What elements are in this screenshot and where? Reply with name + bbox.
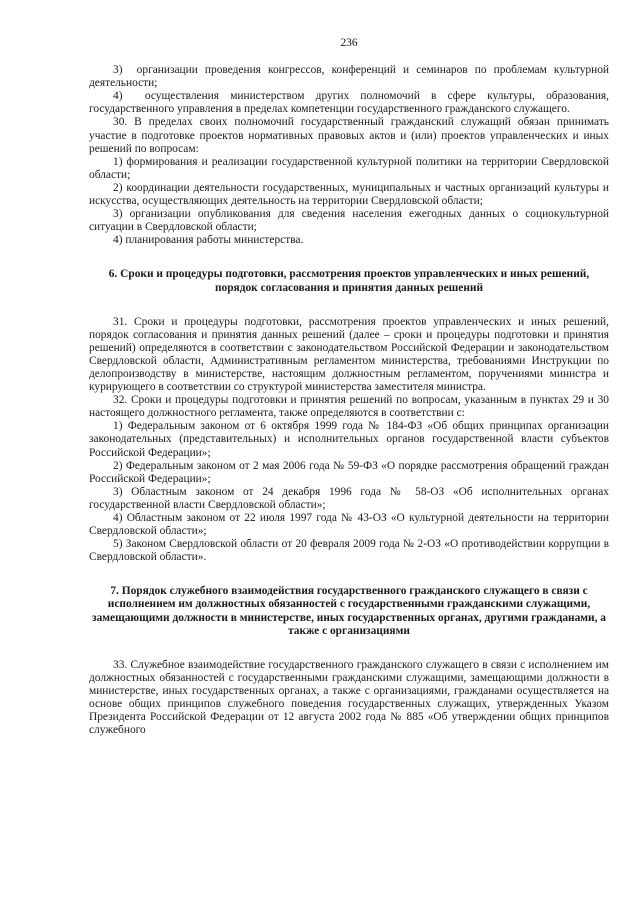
section-7-heading: 7. Порядок служебного взаимодействия государственного гражданского служащего в связи с исполнением им должностных обязанностей с государственными гражданскими служащими, замещающими должности в министерстве, иных государственных органах, другими гражданами, а также с организациями xyxy=(92,585,606,637)
paragraph: 3) организации опубликования для сведения населения ежегодных данных о социокультурной ситуации в Свердловской области; xyxy=(89,208,609,234)
paragraph: 4) осуществления министерством других полномочий в сфере культуры, образования, государственного управления в пределах компетенции государственного гражданского служащего. xyxy=(89,90,609,116)
paragraph: 32. Сроки и процедуры подготовки и принятия решений по вопросам, указанным в пунктах 29 и 30 настоящего должностного регламента, также определяются в соответствии с: xyxy=(89,394,609,420)
section-6-heading: 6. Сроки и процедуры подготовки, рассмотрения проектов управленческих и иных решений, порядок согласования и принятия данных решений xyxy=(108,268,590,294)
paragraph: 5) Законом Свердловской области от 20 февраля 2009 года № 2-ОЗ «О противодействии коррупции в Свердловской области». xyxy=(89,538,609,564)
section-7-body xyxy=(89,659,609,738)
paragraph: 1) формирования и реализации государственной культурной политики на территории Свердловской области; xyxy=(89,155,609,181)
paragraph: 2) координации деятельности государственных, муниципальных и частных организаций культуры и искусства, осуществляющих деятельность на территории Свердловской области; xyxy=(89,181,609,208)
paragraph: 31. Сроки и процедуры подготовки, рассмотрения проектов управленческих и иных решений, порядок согласования и принятия данных решений (далее – сроки и процедуры подготовки и принятия решений) определяются в соответствии с законодательством Российской Федерации и законодательством Свердловской области, Административным регламентом министерства, требованиями Инструкции по делопроизводству в министерстве, настоящим должностным регламентом, поручениями министра и курирующего в соответствии со структурой министерства заместителя министра. xyxy=(89,315,609,394)
paragraph: 2) Федеральным законом от 2 мая 2006 года № 59-ФЗ «О порядке рассмотрения обращений граждан Российской Федерации»; xyxy=(89,459,609,485)
paragraph: 3) организации проведения конгрессов, конференций и семинаров по проблемам культурной деятельности; xyxy=(89,64,609,90)
top-items xyxy=(89,64,609,247)
paragraph: 33. Служебное взаимодействие государственного гражданского служащего в связи с исполнением им должностных обязанностей с государственными гражданскими служащими, замещающими должности в министерстве, иных государственных органах, а также с организациями, гражданами осуществляется на основе общих принципов служебного поведения государственных служащих, утвержденных Указом Президента Российской Федерации от 12 августа 2002 года № 885 «Об утверждении общих принципов служебного xyxy=(89,658,609,737)
section-6-body xyxy=(89,316,609,565)
paragraph: 4) планирования работы министерства. xyxy=(113,234,304,247)
paragraph: 30. В пределах своих полномочий государственный гражданский служащий обязан принимать участие в подготовке проектов нормативных правовых актов и (или) проектов управленческих и иных решений по вопросам: xyxy=(89,116,609,155)
paragraph: 3) Областным законом от 24 декабря 1996 года № 58-ОЗ «Об исполнительных органах государственной власти Свердловской области»; xyxy=(89,485,609,511)
page-number: 236 xyxy=(340,37,358,49)
paragraph: 4) Областным законом от 22 июля 1997 года № 43-ОЗ «О культурной деятельности на территории Свердловской области»; xyxy=(89,512,609,538)
paragraph: 1) Федеральным законом от 6 октября 1999 года № 184-ФЗ «Об общих принципах организации законодательных (представительных) и исполнительных органов государственной власти субъектов Российской Федерации»; xyxy=(89,420,609,459)
